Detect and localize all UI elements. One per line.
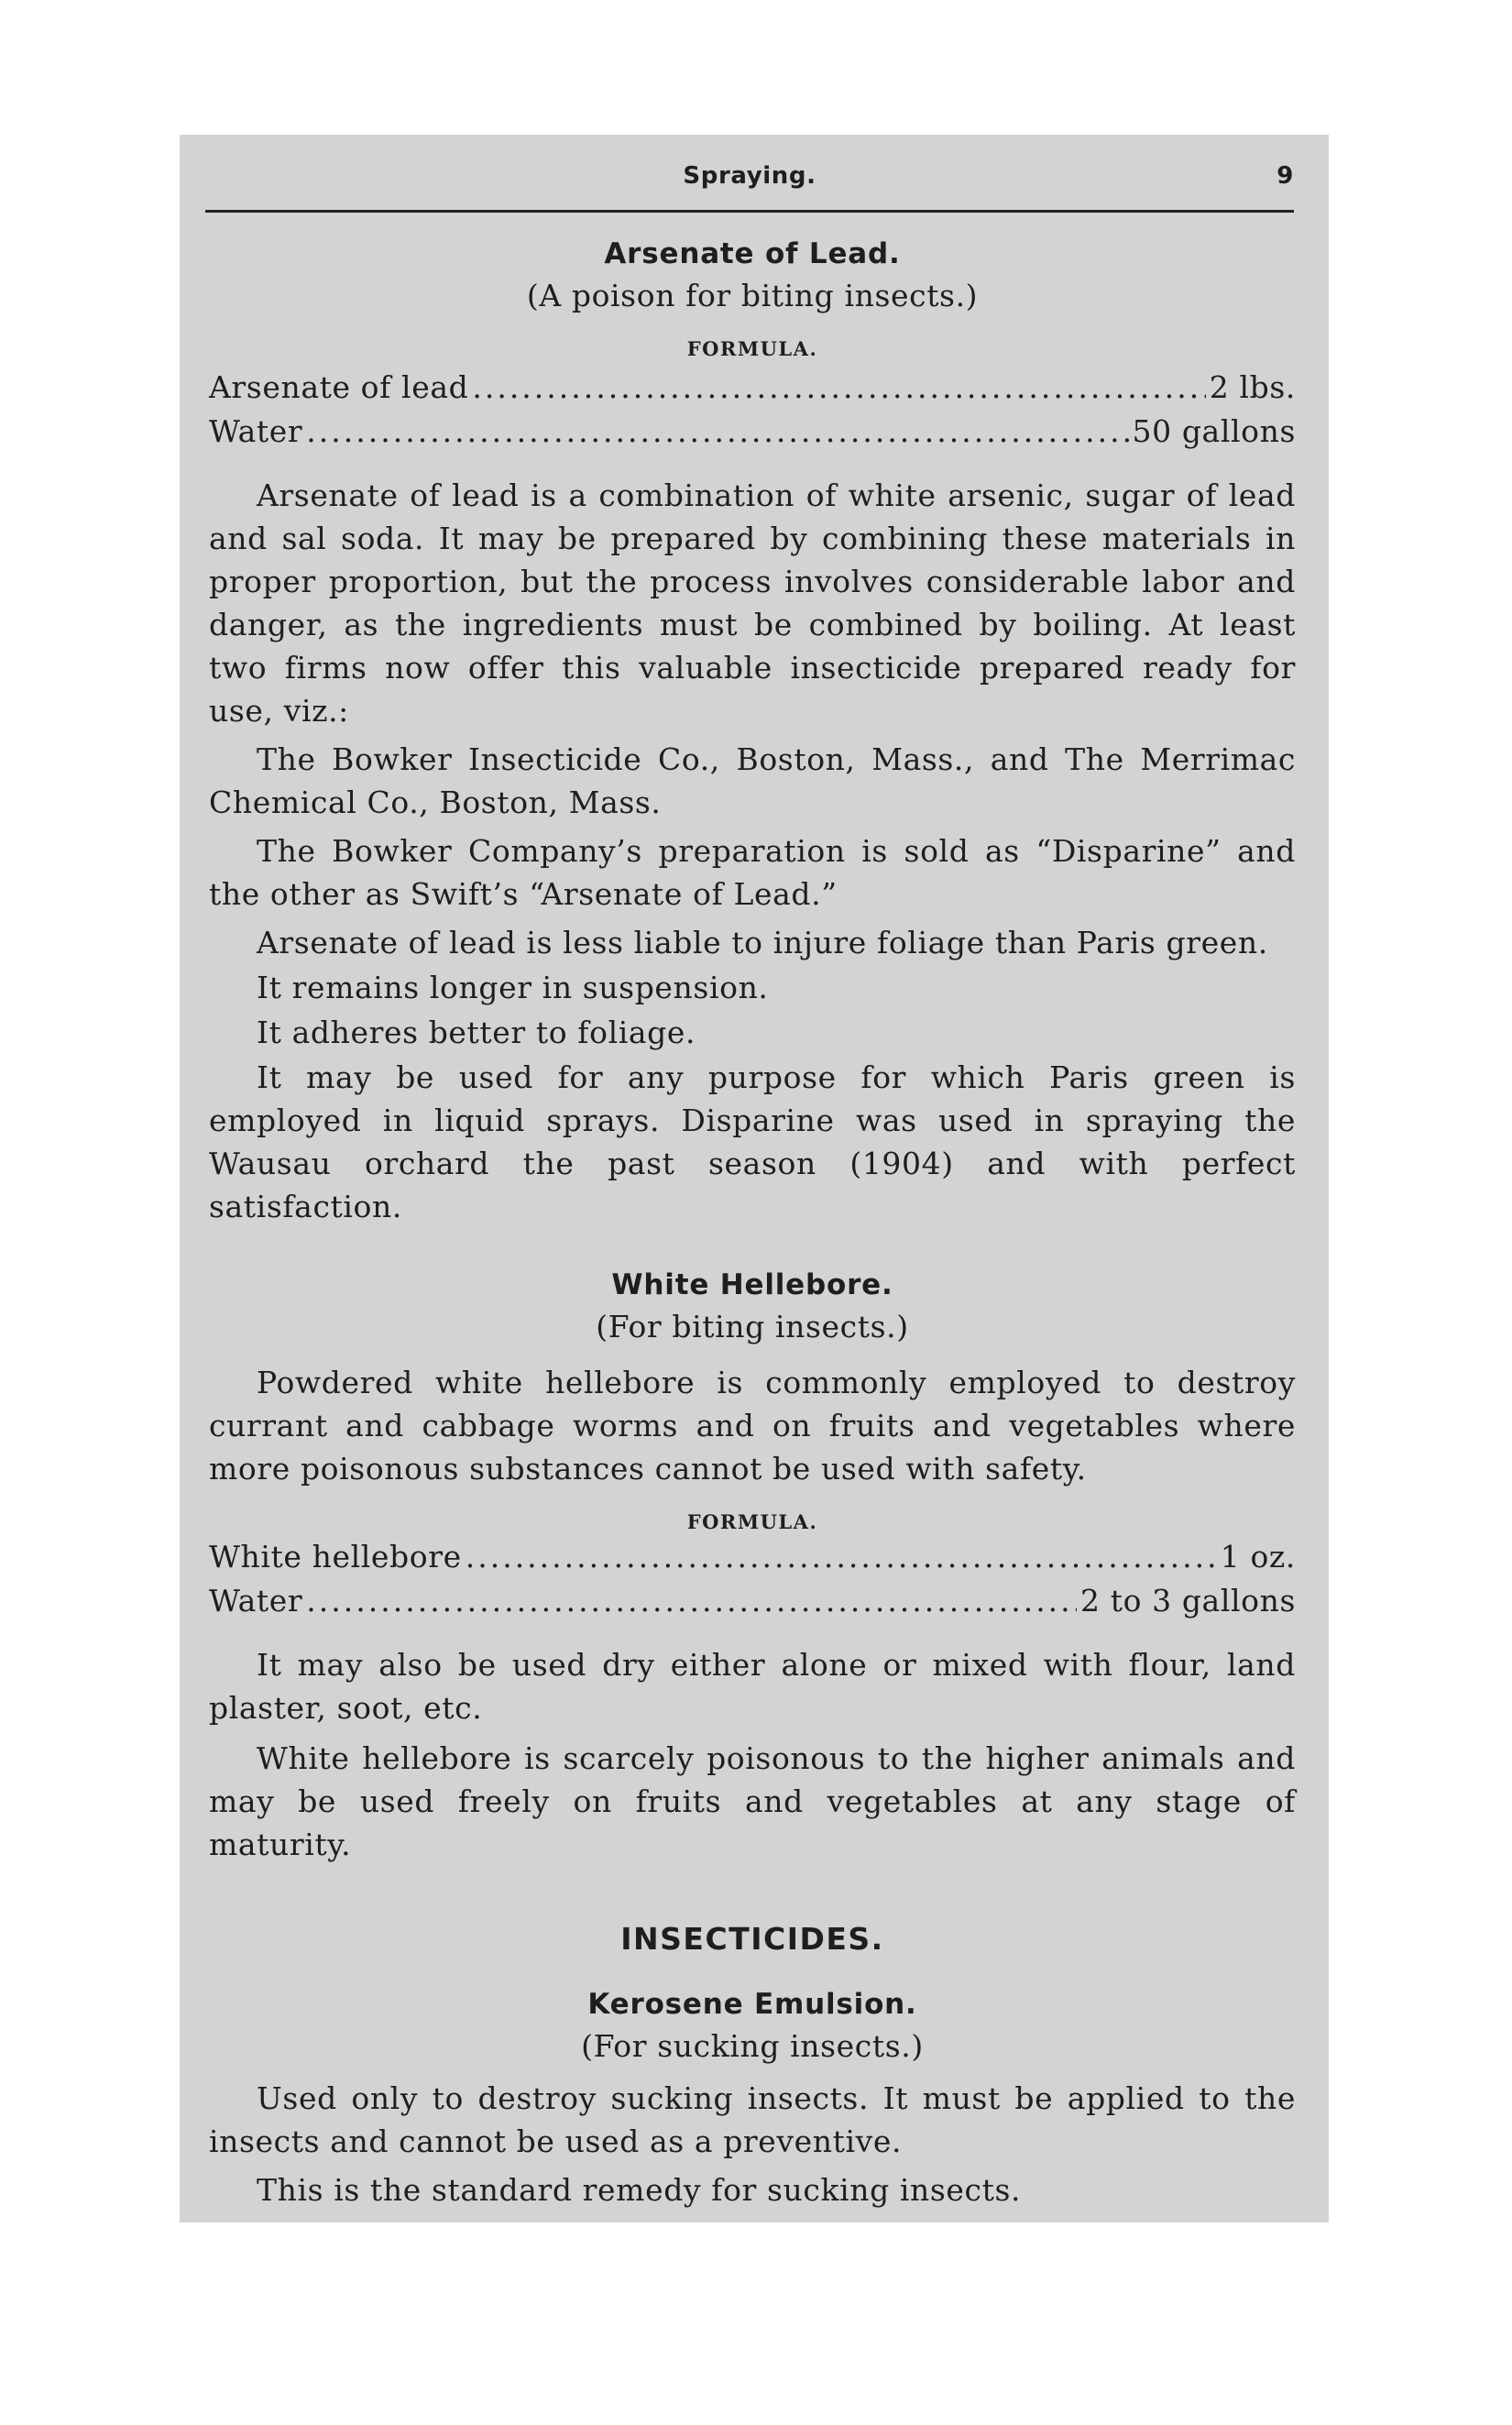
formula-row: [209, 366, 1296, 410]
formula-row: [209, 410, 1296, 454]
paragraph: White hellebore is scarcely poisonous to the higher animals and may be used freely on fruits and vegetables at any stage of maturity.: [209, 1740, 1296, 1862]
page-number: 9: [1276, 162, 1294, 190]
running-title: Spraying.: [683, 162, 816, 190]
hellebore-subtitle: (For biting insects.): [596, 1309, 909, 1344]
paragraph: Used only to destroy sucking insects. It must be applied to the insects and cannot be used as a preventive.: [209, 2080, 1296, 2159]
paragraph: It may be used for any purpose for which Paris green is employed in liquid sprays. Disparine was used in spraying the Wausau orchard the past season (1904) and with perfect satisfaction.: [209, 1059, 1296, 1224]
formula-ingredient: Arsenate of lead: [209, 369, 469, 405]
paragraph: It adheres better to foliage.: [257, 1015, 696, 1050]
formula-amount: 1 oz.: [1220, 1539, 1296, 1575]
arsenate-body: [209, 474, 1296, 1228]
paragraph: Arsenate of lead is less liable to injure foliage than Paris green.: [257, 925, 1268, 960]
paragraph: This is the standard remedy for sucking insects.: [257, 2172, 1022, 2208]
leader-dots: [306, 410, 1128, 454]
leader-dots: [466, 1535, 1217, 1579]
kerosene-title: Kerosene Emulsion.: [587, 1988, 917, 2021]
arsenate-subtitle: (A poison for biting insects.): [526, 278, 979, 313]
arsenate-formula: [209, 366, 1296, 454]
formula-ingredient: Water: [209, 1583, 303, 1618]
formula-ingredient: Water: [209, 413, 303, 449]
paragraph: The Bowker Insecticide Co., Boston, Mass., and The Merrimac Chemical Co., Boston, Mass.: [209, 741, 1296, 820]
hellebore-formula: [209, 1535, 1296, 1623]
hellebore-body: [209, 1643, 1296, 1866]
kerosene-body: [209, 2077, 1296, 2211]
formula-amount: 2 lbs.: [1209, 369, 1296, 405]
hellebore-formula-label: FORMULA.: [686, 1510, 818, 1533]
formula-row: [209, 1535, 1296, 1579]
paragraph: Arsenate of lead is a combination of white arsenic, sugar of lead and sal soda. It may be prepared by combining these materials in proper proportion, but the process involves considerable labor and danger, as the ingredients must be combined by boiling. At least two firms now offer this valuable insecticide prepared ready for use, viz.:: [209, 477, 1296, 729]
hellebore-title: White Hellebore.: [611, 1268, 893, 1301]
leader-dots: [306, 1579, 1077, 1623]
insecticides-section-title: INSECTICIDES.: [620, 1921, 884, 1957]
hellebore-intro: Powdered white hellebore is commonly employed to destroy currant and cabbage worms and on fruits and vegetables where more poisonous substances cannot be used with safety.: [209, 1365, 1296, 1487]
arsenate-formula-label: FORMULA.: [686, 337, 818, 360]
running-header: [205, 162, 1294, 213]
formula-row: [209, 1579, 1296, 1623]
paragraph: The Bowker Company’s preparation is sold as “Disparine” and the other as Swift’s “Arsenate of Lead.”: [209, 833, 1296, 912]
scanned-page: [180, 135, 1329, 2222]
formula-ingredient: White hellebore: [209, 1539, 462, 1575]
paragraph: It may also be used dry either alone or mixed with flour, land plaster, soot, etc.: [209, 1647, 1296, 1726]
kerosene-subtitle: (For sucking insects.): [581, 2028, 924, 2064]
paragraph: It remains longer in suspension.: [257, 970, 769, 1005]
formula-amount: 50 gallons: [1132, 413, 1296, 449]
leader-dots: [472, 366, 1205, 410]
arsenate-title: Arsenate of Lead.: [604, 237, 901, 270]
page-content: [209, 237, 1296, 2211]
formula-amount: 2 to 3 gallons: [1080, 1583, 1296, 1618]
